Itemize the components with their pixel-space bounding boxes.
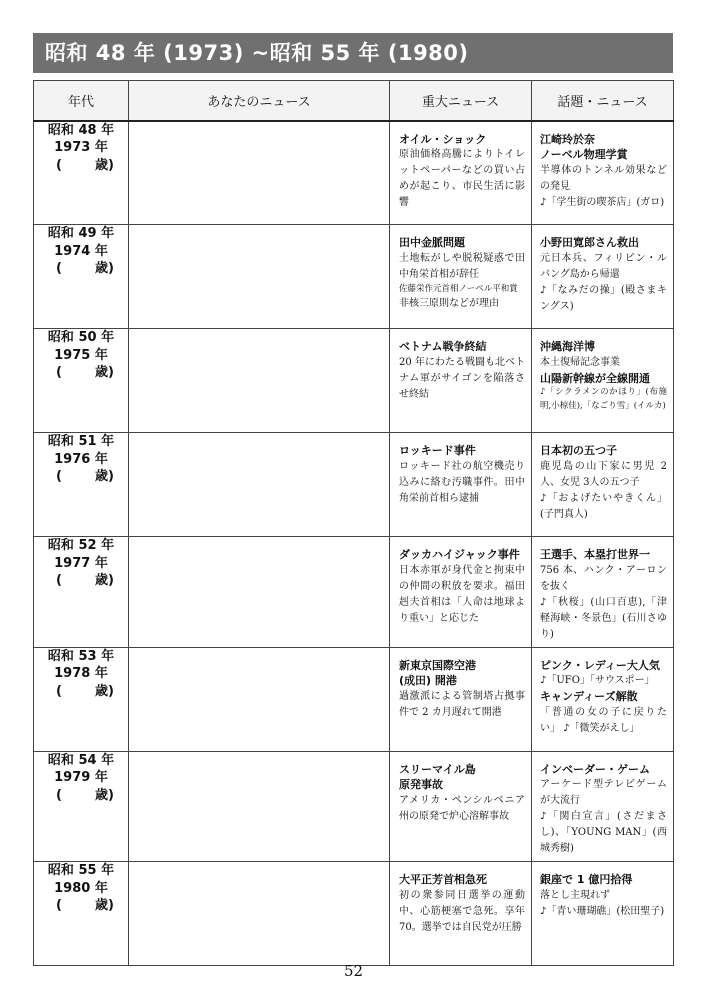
major-news-cell [390, 537, 532, 648]
age-unit: 歳) [95, 469, 114, 485]
topic-news-cell [532, 537, 674, 648]
major-news-title: 原発事故 [399, 778, 443, 792]
age-open: ( [56, 157, 62, 173]
your-news-cell[interactable] [129, 647, 390, 751]
age-unit: 歳) [95, 157, 114, 173]
major-news-cell [390, 433, 532, 537]
era-cell [34, 121, 129, 225]
major-news-cell [390, 121, 532, 225]
age-unit: 歳) [95, 787, 114, 803]
western-year: 1977 年 [54, 555, 108, 571]
topic-news-text: 756 本、ハンク・アーロンを抜く [540, 564, 667, 592]
topic-news-text: 半導体のトンネル効果などの発見 [540, 164, 667, 192]
topic-news-cell [532, 329, 674, 433]
table-row [34, 862, 674, 966]
topic-news-title: 沖縄海洋博 [540, 340, 595, 353]
age-open: ( [56, 787, 62, 803]
showa-year: 昭和 49 年 [47, 226, 115, 241]
table-row [34, 751, 674, 862]
age-open: ( [56, 573, 62, 589]
major-news-title: 田中金脈問題 [399, 236, 465, 249]
era-cell [34, 537, 129, 648]
western-year: 1973 年 [54, 140, 108, 156]
topic-news-title: 小野田寛郎さん救出 [540, 236, 639, 249]
major-news-title: (成田) 開港 [399, 674, 457, 688]
age-unit: 歳) [95, 261, 114, 277]
topic-news-text: ♪「関白宣言」(さだまさし)、「YOUNG MAN」(西城秀樹) [540, 811, 667, 855]
page-title: 昭和 48 年 (1973) ~昭和 55 年 (1980) [33, 33, 673, 73]
age-open: ( [56, 683, 62, 699]
topic-news-title: 銀座で 1 億円拾得 [540, 873, 633, 887]
era-cell [34, 433, 129, 537]
era-cell [34, 225, 129, 329]
topic-news-text: 鹿児島の山下家に男児 2人、女児 3人の五つ子 [540, 460, 667, 488]
topic-news-text: 本土復帰記念事業 [540, 356, 620, 368]
age-open: ( [56, 261, 62, 277]
topic-news-title: インベーダー・ゲーム [540, 762, 650, 776]
age-field [34, 260, 128, 278]
age-field [34, 364, 128, 382]
age-unit: 歳) [95, 683, 114, 699]
western-year: 1978 年 [54, 666, 108, 682]
showa-year: 昭和 55 年 [47, 863, 115, 879]
topic-news-title: 日本初の五つ子 [540, 444, 617, 457]
your-news-cell[interactable] [129, 329, 390, 433]
western-year: 1979 年 [54, 770, 108, 786]
major-news-title: ベトナム戦争終結 [399, 340, 487, 353]
table-row [34, 433, 674, 537]
showa-year: 昭和 48 年 [47, 122, 115, 138]
topic-news-cell [532, 225, 674, 329]
your-news-cell[interactable] [129, 433, 390, 537]
topic-news-title: 江崎玲於奈 [540, 132, 595, 146]
major-news-text: 非核三原則などが理由 [399, 298, 499, 310]
age-open: ( [56, 469, 62, 485]
topic-news-title: ノーベル物理学賞 [540, 148, 628, 162]
topic-news-cell [532, 751, 674, 862]
your-news-cell[interactable] [129, 537, 390, 648]
major-news-text: 土地転がしや脱税疑惑で田中角栄首相が辞任 [399, 252, 525, 280]
table-row [34, 121, 674, 225]
topic-news-title: キャンディーズ解散 [540, 690, 638, 704]
western-year: 1976 年 [54, 451, 108, 467]
era-cell [34, 329, 129, 433]
major-news-cell [390, 225, 532, 329]
era-cell [34, 862, 129, 966]
showa-year: 昭和 53 年 [47, 648, 115, 664]
age-field [34, 468, 128, 486]
age-field [34, 572, 128, 590]
age-open: ( [56, 365, 62, 381]
topic-news-cell [532, 647, 674, 751]
western-year: 1974 年 [54, 243, 108, 259]
major-news-text: 過激派による管制塔占拠事件で 2 カ月遅れて開港 [399, 690, 525, 718]
showa-year: 昭和 50 年 [47, 330, 115, 345]
topic-news-text: ♪「およげたいやきくん」(子門真人) [540, 492, 667, 520]
topic-news-text: ♪「学生街の喫茶店」(ガロ) [540, 196, 665, 208]
age-open: ( [56, 898, 62, 914]
table-row [34, 647, 674, 751]
topic-news-text: 落とし主現れず [540, 889, 610, 901]
age-unit: 歳) [95, 573, 114, 589]
major-news-cell [390, 329, 532, 433]
topic-news-text: アーケード型テレビゲームが大流行 [540, 779, 667, 807]
western-year: 1975 年 [54, 347, 108, 363]
age-field [34, 787, 128, 805]
major-news-title: ダッカハイジャック事件 [399, 548, 520, 561]
col-header-your-news: あなたのニュース [129, 81, 390, 121]
table-header-row [34, 81, 674, 121]
topic-news-text: ♪「青い珊瑚礁」(松田聖子) [540, 905, 665, 917]
topic-news-title: 山陽新幹線が全線開通 [540, 371, 650, 385]
major-news-text: アメリカ・ペンシルベニア州の原発で炉心溶解事故 [399, 794, 525, 822]
western-year: 1980 年 [54, 880, 108, 896]
age-unit: 歳) [95, 365, 114, 381]
your-news-cell[interactable] [129, 225, 390, 329]
major-news-cell [390, 647, 532, 751]
age-field [34, 157, 128, 175]
timeline-table [33, 80, 674, 966]
major-news-title: 大平正芳首相急死 [399, 873, 487, 887]
major-news-text: 初の衆参同日選挙の運動中、心筋梗塞で急死。享年 70。選挙では自民党が圧勝 [399, 889, 525, 933]
major-news-cell [390, 751, 532, 862]
major-news-text: 佐藤栄作元首相ノーベル平和賞 [399, 283, 518, 294]
table-row [34, 537, 674, 648]
table-row [34, 329, 674, 433]
page-number: 52 [343, 962, 364, 980]
major-news-cell [390, 862, 532, 966]
major-news-text: ロッキード社の航空機売り込みに絡む汚職事件。田中角栄前首相ら逮捕 [399, 460, 525, 504]
age-unit: 歳) [95, 898, 114, 914]
topic-news-title: 王選手、本塁打世界一 [540, 548, 650, 561]
topic-news-title: ピンク・レディー大人気 [540, 658, 660, 672]
major-news-text: 日本赤軍が身代金と拘束中の仲間の釈放を要求。福田赳夫首相は「人命は地球より重い」と応じた [399, 564, 525, 624]
table-row [34, 225, 674, 329]
age-field [34, 683, 128, 701]
topic-news-text: ♪「秋桜」(山口百恵),「津軽海峡・冬景色」(石川さゆり) [540, 596, 667, 640]
showa-year: 昭和 52 年 [47, 538, 115, 553]
major-news-text: 原油価格高騰によりトイレットペーパーなどの買い占めが起こり、市民生活に影響 [399, 149, 525, 209]
your-news-cell[interactable] [129, 121, 390, 225]
your-news-cell[interactable] [129, 862, 390, 966]
age-field [34, 897, 128, 915]
topic-news-cell [532, 862, 674, 966]
col-header-year: 年代 [34, 81, 129, 121]
major-news-title: 新東京国際空港 [399, 658, 476, 672]
topic-news-text: 元日本兵、フィリピン・ルバング島から帰還 [540, 252, 667, 280]
major-news-title: ロッキード事件 [399, 444, 476, 457]
major-news-title: オイル・ショック [399, 132, 487, 146]
era-cell [34, 647, 129, 751]
topic-news-text: 「普通の女の子に戻りたい」 ♪「微笑がえし」 [540, 706, 667, 734]
showa-year: 昭和 54 年 [47, 752, 115, 768]
showa-year: 昭和 51 年 [47, 434, 115, 449]
topic-news-text: ♪「なみだの操」(殿さまキングス) [540, 284, 667, 312]
topic-news-text: ♪「シクラメンのかほり」(布施明,小椋佳),「なごり雪」(イルカ) [540, 387, 667, 411]
col-header-major-news: 重大ニュース [390, 81, 532, 121]
era-cell [34, 751, 129, 862]
col-header-topic-news: 話題・ニュース [532, 81, 674, 121]
topic-news-cell [532, 433, 674, 537]
major-news-title: スリーマイル島 [399, 762, 476, 776]
topic-news-text: ♪「UFO」「サウスポー」 [540, 675, 655, 687]
your-news-cell[interactable] [129, 751, 390, 862]
major-news-text: 20 年にわたる戦闘も北ベトナム軍がサイゴンを陥落させ終結 [399, 356, 525, 400]
topic-news-cell [532, 121, 674, 225]
